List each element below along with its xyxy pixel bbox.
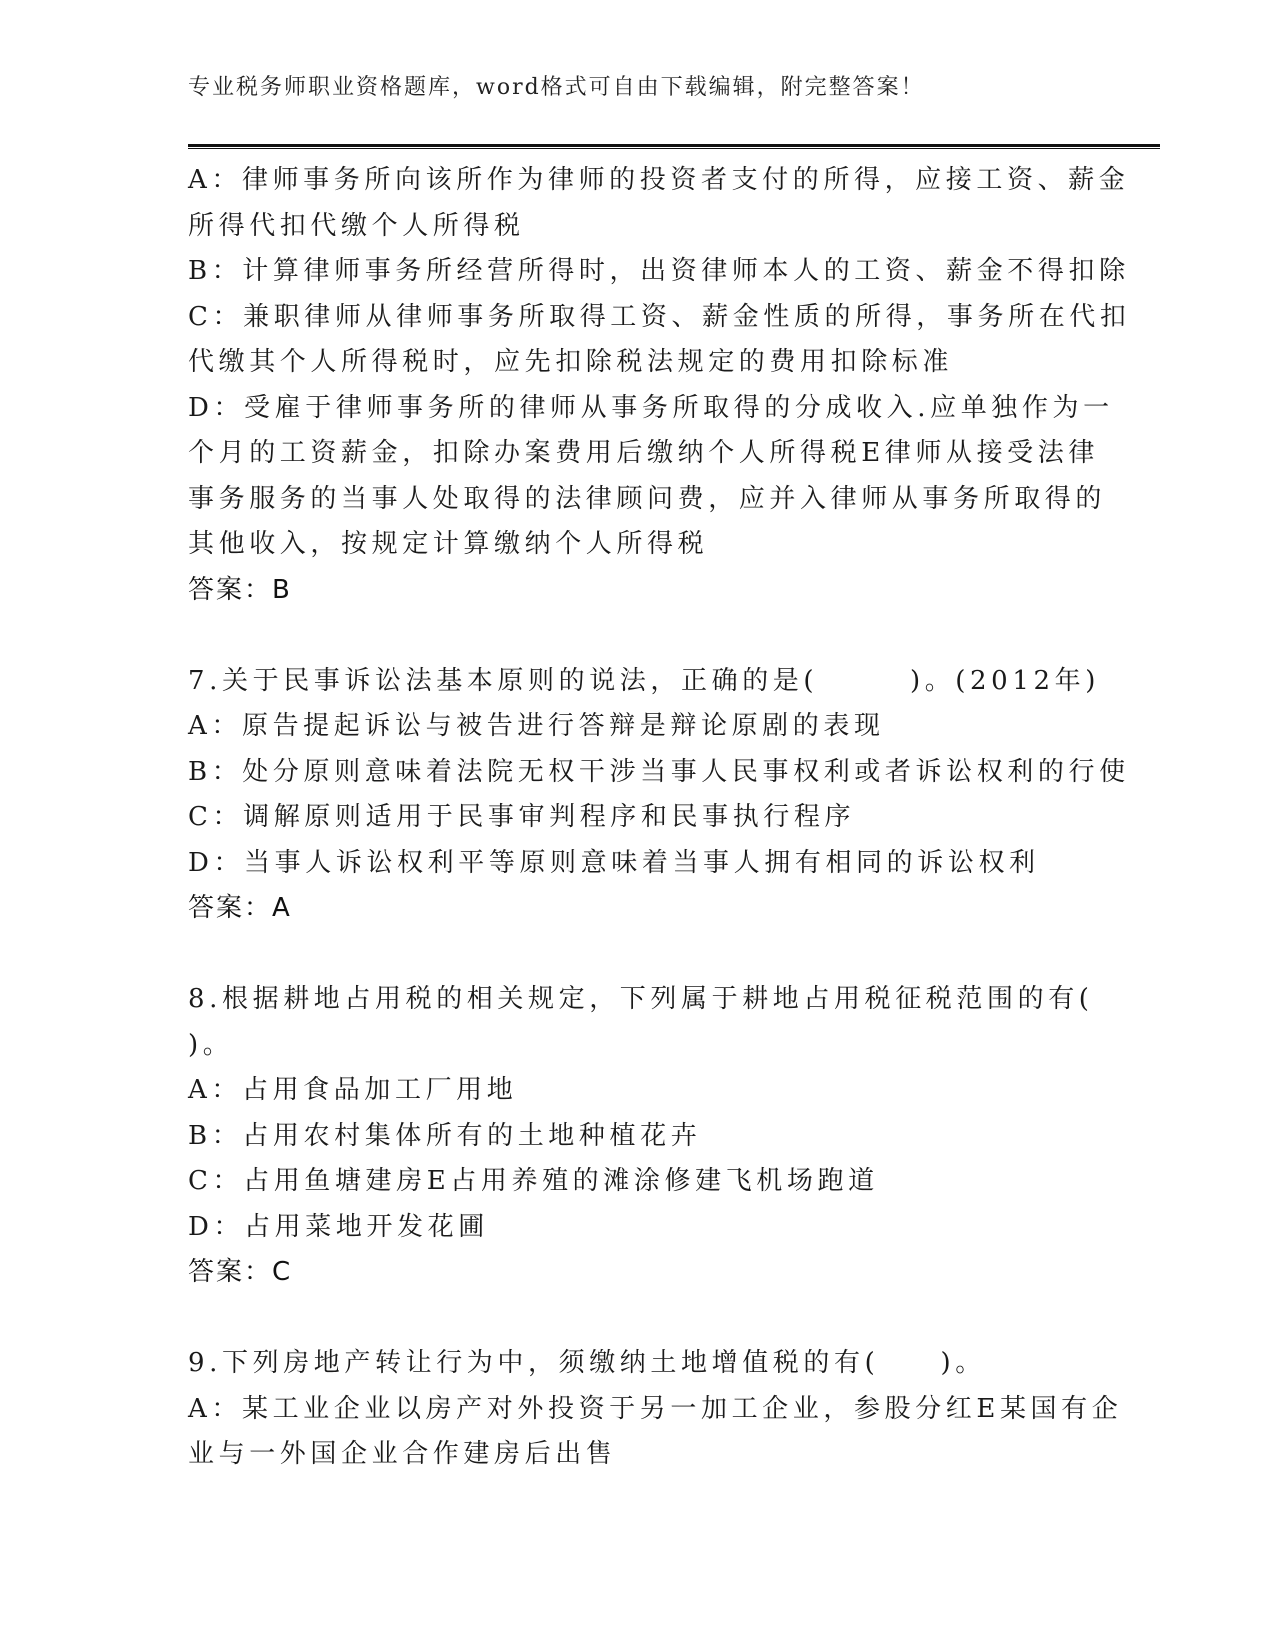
q7-option-c-line-1: C：调解原则适用于民事审判程序和民事执行程序 xyxy=(188,802,856,832)
question-8 xyxy=(188,977,1094,1296)
q6-option-d-line-4: 其他收入，按规定计算缴纳个人所得税 xyxy=(188,529,709,559)
question-9 xyxy=(188,1341,1123,1478)
q8-option-a-line-1: A：占用食品加工厂用地 xyxy=(188,1075,518,1105)
q8-option-b-line-1: B：占用农村集体所有的土地种植花卉 xyxy=(188,1120,702,1151)
q7-question-line-1: 7.关于民事诉讼法基本原则的说法，正确的是( )。(2012年) xyxy=(188,665,1100,696)
spacer xyxy=(188,613,1088,659)
q8-option-d-line-1: D：占用菜地开发花圃 xyxy=(188,1211,489,1242)
q7-option-a-line-1: A：原告提起诉讼与被告进行答辩是辩论原剧的表现 xyxy=(188,711,885,741)
q6-option-c-line-1: C：兼职律师从律师事务所取得工资、薪金性质的所得，事务所在代扣 xyxy=(188,301,1131,332)
q7-answer: 答案：A xyxy=(188,893,292,923)
q6-option-d-line-2: 个月的工资薪金，扣除办案费用后缴纳个人所得税E律师从接受法律 xyxy=(188,438,1099,468)
q9-option-a-line-1: A：某工业企业以房产对外投资于另一加工企业，参股分红E某国有企 xyxy=(188,1393,1123,1424)
q6-option-b-line-1: B：计算律师事务所经营所得时，出资律师本人的工资、薪金不得扣除 xyxy=(188,256,1130,286)
q7-option-d-line-1: D：当事人诉讼权利平等原则意味着当事人拥有相同的诉讼权利 xyxy=(188,847,1040,878)
q6-option-d-line-1: D：受雇于律师事务所的律师从事务所取得的分成收入.应单独作为一 xyxy=(188,392,1114,423)
q8-question-line-1: 8.根据耕地占用税的相关规定，下列属于耕地占用税征税范围的有( xyxy=(188,984,1094,1014)
q6-answer: 答案：B xyxy=(188,574,292,605)
spacer xyxy=(188,932,1088,978)
spacer xyxy=(188,1296,1088,1342)
q8-answer: 答案：C xyxy=(188,1257,293,1287)
q6-option-d-line-3: 事务服务的当事人处取得的法律顾问费，应并入律师从事务所取得的 xyxy=(188,483,1107,514)
header-divider xyxy=(188,144,1160,149)
document-body xyxy=(188,158,1131,1478)
question-6 xyxy=(188,158,1131,613)
question-7 xyxy=(188,659,1130,932)
q6-option-c-line-2: 代缴其个人所得税时，应先扣除税法规定的费用扣除标准 xyxy=(188,347,954,377)
q6-option-a-line-2: 所得代扣代缴个人所得税 xyxy=(188,210,525,241)
q6-option-a-line-1: A：律师事务所向该所作为律师的投资者支付的所得，应接工资、薪金 xyxy=(188,165,1130,195)
page-header: 专业税务师职业资格题库，word格式可自由下载编辑，附完整答案！ xyxy=(188,75,925,100)
q8-option-c-line-1: C：占用鱼塘建房E占用养殖的滩涂修建飞机场跑道 xyxy=(188,1166,879,1196)
q8-question-line-2: )。 xyxy=(188,1029,234,1060)
q9-question-line-1: 9.下列房地产转让行为中，须缴纳土地增值税的有( )。 xyxy=(188,1348,986,1378)
q7-option-b-line-1: B：处分原则意味着法院无权干涉当事人民事权利或者诉讼权利的行使 xyxy=(188,756,1130,787)
q9-option-a-line-2: 业与一外国企业合作建房后出售 xyxy=(188,1439,617,1469)
